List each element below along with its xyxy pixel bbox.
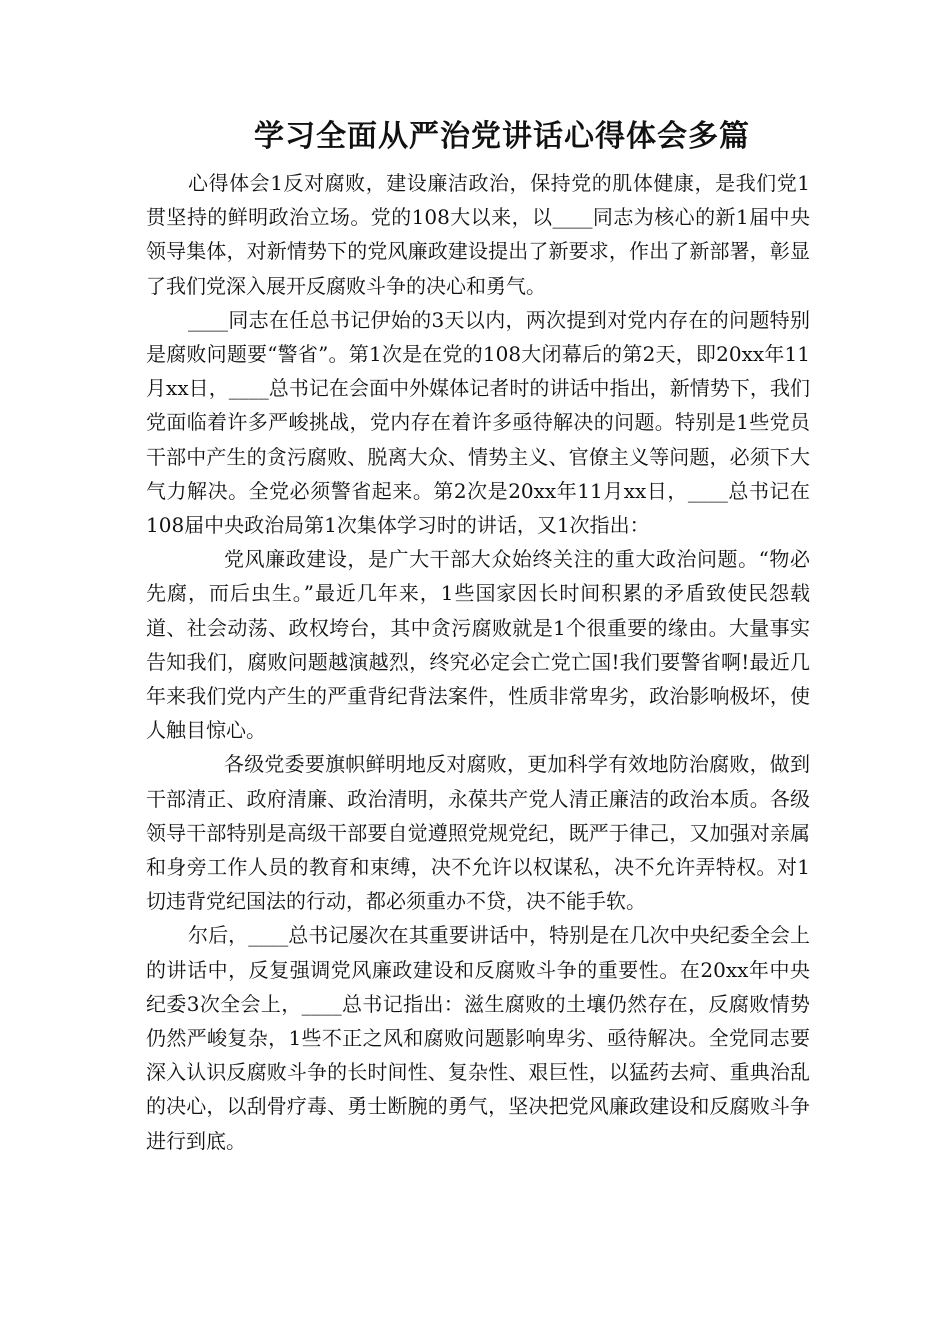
paragraph: 各级党委要旗帜鲜明地反对腐败，更加科学有效地防治腐败，做到干部清正、政府清廉、政治清明，永葆共产党人清正廉洁的政治本质。各级领导干部特别是高级干部要自觉遵照党规党纪，既严于律己，又加强对亲属和身旁工作人员的教育和束缚，决不允许以权谋私，决不允许弄特权。对1切违背党纪国法的行动，都必须重办不贷，决不能手软。 bbox=[146, 752, 810, 914]
paragraph: 心得体会1反对腐败，建设廉洁政治，保持党的肌体健康，是我们党1贯坚持的鲜明政治立场。党的108大以来，以____同志为核心的新1届中央领导集体，对新情势下的党风廉政建设提出了新要求，作出了新部署，彰显了我们党深入展开反腐败斗争的决心和勇气。 bbox=[146, 171, 810, 298]
paragraph: ____同志在任总书记伊始的3天以内，两次提到对党内存在的问题特别是腐败问题要“警省”。第1次是在党的108大闭幕后的第2天，即20xx年11月xx日，____总书记在会面中外媒体记者时的讲话中指出，新情势下，我们党面临着许多严峻挑战，党内存在着许多亟待解决的问题。特别是1些党员干部中产生的贪污腐败、脱离大众、情势主义、官僚主义等问题，必须下大气力解决。全党必须警省起来。第2次是20xx年11月xx日，____总书记在108届中央政治局第1次集体学习时的讲话，又1次指出： bbox=[146, 307, 810, 538]
document-title: 学习全面从严治党讲话心得体会多篇 bbox=[254, 119, 750, 154]
document-body bbox=[146, 166, 810, 1158]
paragraph: 党风廉政建设，是广大干部大众始终关注的重大政治问题。“物必先腐，而后虫生。”最近几年来，1些国家因长时间积累的矛盾致使民怨载道、社会动荡、政权垮台，其中贪污腐败就是1个很重要的缘由。大量事实告知我们，腐败问题越演越烈，终究必定会亡党亡国!我们要警省啊!最近几年来我们党内产生的严重背纪背法案件，性质非常卑劣，政治影响极坏，使人触目惊心。 bbox=[146, 547, 810, 743]
paragraph: 尔后，____总书记屡次在其重要讲话中，特别是在几次中央纪委全会上的讲话中，反复强调党风廉政建设和反腐败斗争的重要性。在20xx年中央纪委3次全会上，____总书记指出：滋生腐败的土壤仍然存在，反腐败情势仍然严峻复杂，1些不正之风和腐败问题影响卑劣、亟待解决。全党同志要深入认识反腐败斗争的长时间性、复杂性、艰巨性，以猛药去疴、重典治乱的决心，以刮骨疗毒、勇士断腕的勇气，坚决把党风廉政建设和反腐败斗争进行到底。 bbox=[146, 923, 810, 1153]
